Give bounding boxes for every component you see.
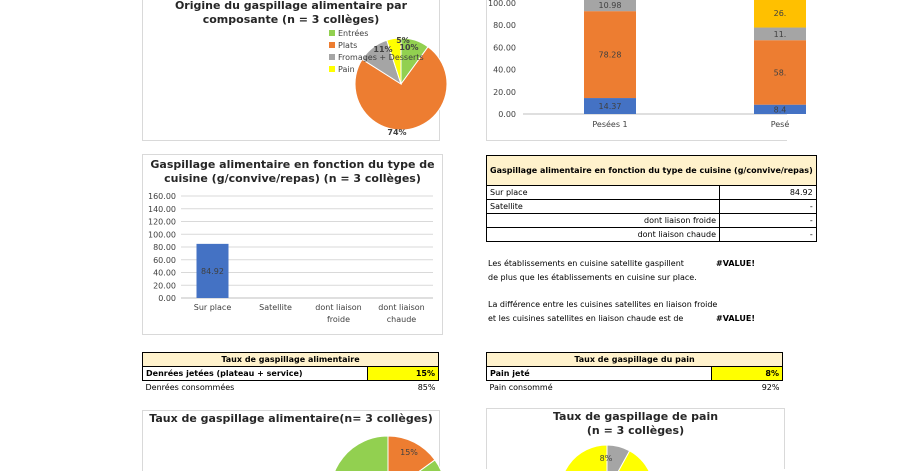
row-value[interactable]: 8% — [712, 367, 783, 381]
data-label: 78.28 — [598, 50, 622, 60]
note-line3: La différence entre les cuisines satellites en liaison froide — [488, 300, 718, 309]
y-tick-label: 80.00 — [493, 21, 516, 31]
y-tick-label: 40.00 — [493, 65, 516, 75]
y-tick-label: 80.00 — [153, 243, 176, 252]
chart-title-line2: composante (n = 3 collèges) — [202, 13, 380, 26]
chart-title-line1: Origine du gaspillage alimentaire par — [174, 0, 408, 12]
note-line4: et les cuisines satellites en liaison chaude est de — [488, 314, 684, 323]
table-row — [487, 186, 817, 200]
row-value[interactable]: - — [720, 228, 817, 242]
row-value[interactable]: 84.92 — [720, 186, 817, 200]
legend-entry: Plats — [338, 41, 358, 50]
row-label[interactable]: Denrées jetées (plateau + service) — [143, 367, 368, 381]
table-row — [487, 228, 817, 242]
chart-taux-alimentaire[interactable] — [142, 410, 440, 471]
data-label: 15% — [400, 448, 418, 457]
chart-origine-gaspillage[interactable] — [142, 0, 440, 141]
table-row — [143, 381, 439, 395]
x-tick-label: dont liaison — [315, 303, 362, 312]
data-label: 8.4 — [773, 105, 787, 115]
legend-swatch — [329, 42, 335, 48]
pie-chart-taux-alimentaire — [143, 411, 439, 471]
legend-swatch — [329, 66, 335, 72]
y-tick-label: 120.00 — [148, 217, 176, 227]
legend-swatch — [329, 54, 335, 60]
y-tick-label: 60.00 — [493, 43, 516, 53]
data-label: 26. — [773, 9, 787, 19]
table-taux-gaspillage — [142, 352, 439, 394]
data-label: 84.92 — [201, 266, 224, 276]
table-row — [487, 381, 783, 395]
row-value[interactable]: - — [720, 200, 817, 214]
table-row — [487, 214, 817, 228]
chart-taux-pain[interactable] — [486, 408, 785, 469]
data-label: 5% — [396, 36, 410, 45]
note-line1: Les établissements en cuisine satellite gaspillent — [488, 259, 684, 268]
row-value[interactable]: 92% — [761, 382, 780, 392]
table-taux-pain — [486, 352, 783, 394]
chart-title-line2: (n = 3 collèges) — [586, 424, 685, 437]
chart-type-cuisine[interactable] — [142, 154, 443, 335]
pie-chart-origine — [143, 0, 439, 140]
row-value[interactable]: 15% — [368, 367, 439, 381]
data-label: 10% — [399, 43, 419, 52]
y-tick-label: 0.00 — [498, 110, 516, 119]
table-header: Gaspillage alimentaire en fonction du type de cuisine (g/convive/repas) — [487, 156, 817, 186]
table-row — [143, 367, 439, 381]
y-tick-label: 0.00 — [158, 294, 176, 303]
table-row — [487, 367, 783, 381]
y-tick-label: 20.00 — [493, 87, 516, 97]
pie-chart-taux-pain — [487, 409, 784, 469]
data-label: 11% — [373, 45, 393, 54]
x-tick-label: Pesées 1 — [592, 120, 628, 129]
row-label[interactable]: Sur place — [487, 186, 720, 200]
y-tick-label: 100.00 — [488, 0, 516, 8]
y-tick-label: 60.00 — [153, 255, 176, 265]
row-label[interactable]: Pain consommé — [489, 382, 553, 392]
chart-title: Taux de gaspillage alimentaire(n= 3 collèges) — [149, 412, 433, 425]
table-header: Taux de gaspillage alimentaire — [143, 353, 439, 367]
chart-title-line2: cuisine (g/convive/repas) (n = 3 collèges) — [164, 172, 421, 185]
data-label: 14.37 — [598, 102, 622, 112]
x-tick-label: chaude — [386, 315, 417, 324]
note-value2[interactable]: #VALUE! — [716, 314, 755, 323]
x-tick-label: dont liaison — [378, 303, 425, 312]
legend-entry: Entrées — [338, 29, 369, 38]
row-label[interactable]: Pain jeté — [487, 367, 712, 381]
row-label[interactable]: Satellite — [487, 200, 720, 214]
x-tick-label: Pesé — [770, 120, 790, 129]
table-type-cuisine — [486, 155, 817, 242]
data-label: 10.98 — [598, 1, 622, 11]
y-tick-label: 140.00 — [148, 204, 176, 214]
table-header: Taux de gaspillage du pain — [487, 353, 783, 367]
x-tick-label: Sur place — [193, 303, 232, 312]
bar-chart-type-cuisine — [143, 155, 442, 334]
row-label[interactable]: Denrées consommées — [145, 382, 235, 392]
x-tick-label: froide — [326, 315, 351, 324]
data-label: 74% — [387, 128, 407, 137]
data-label: 58. — [773, 68, 787, 78]
note-value1[interactable]: #VALUE! — [716, 259, 755, 268]
y-tick-label: 160.00 — [148, 192, 176, 201]
chart-title-line1: Gaspillage alimentaire en fonction du type de — [150, 158, 435, 171]
chart-title-line1: Taux de gaspillage de pain — [552, 410, 719, 423]
y-tick-label: 20.00 — [153, 281, 176, 291]
legend-entry: Fromages + Desserts — [338, 53, 424, 62]
table-row — [487, 200, 817, 214]
legend-swatch — [329, 30, 335, 36]
data-label: 11. — [773, 29, 787, 39]
x-tick-label: Satellite — [259, 303, 292, 312]
row-label[interactable]: dont liaison froide — [487, 214, 720, 228]
y-tick-label: 100.00 — [148, 230, 176, 240]
chart-pesees[interactable] — [486, 0, 790, 141]
row-value[interactable]: 85% — [417, 382, 436, 392]
row-label[interactable]: dont liaison chaude — [487, 228, 720, 242]
legend-entry: Pain — [338, 65, 355, 74]
y-tick-label: 40.00 — [153, 268, 176, 278]
data-label: 8% — [599, 454, 613, 463]
stacked-bar-chart-pesees — [487, 0, 790, 140]
row-value[interactable]: - — [720, 214, 817, 228]
note-line2: de plus que les établissements en cuisine sur place. — [488, 273, 697, 282]
